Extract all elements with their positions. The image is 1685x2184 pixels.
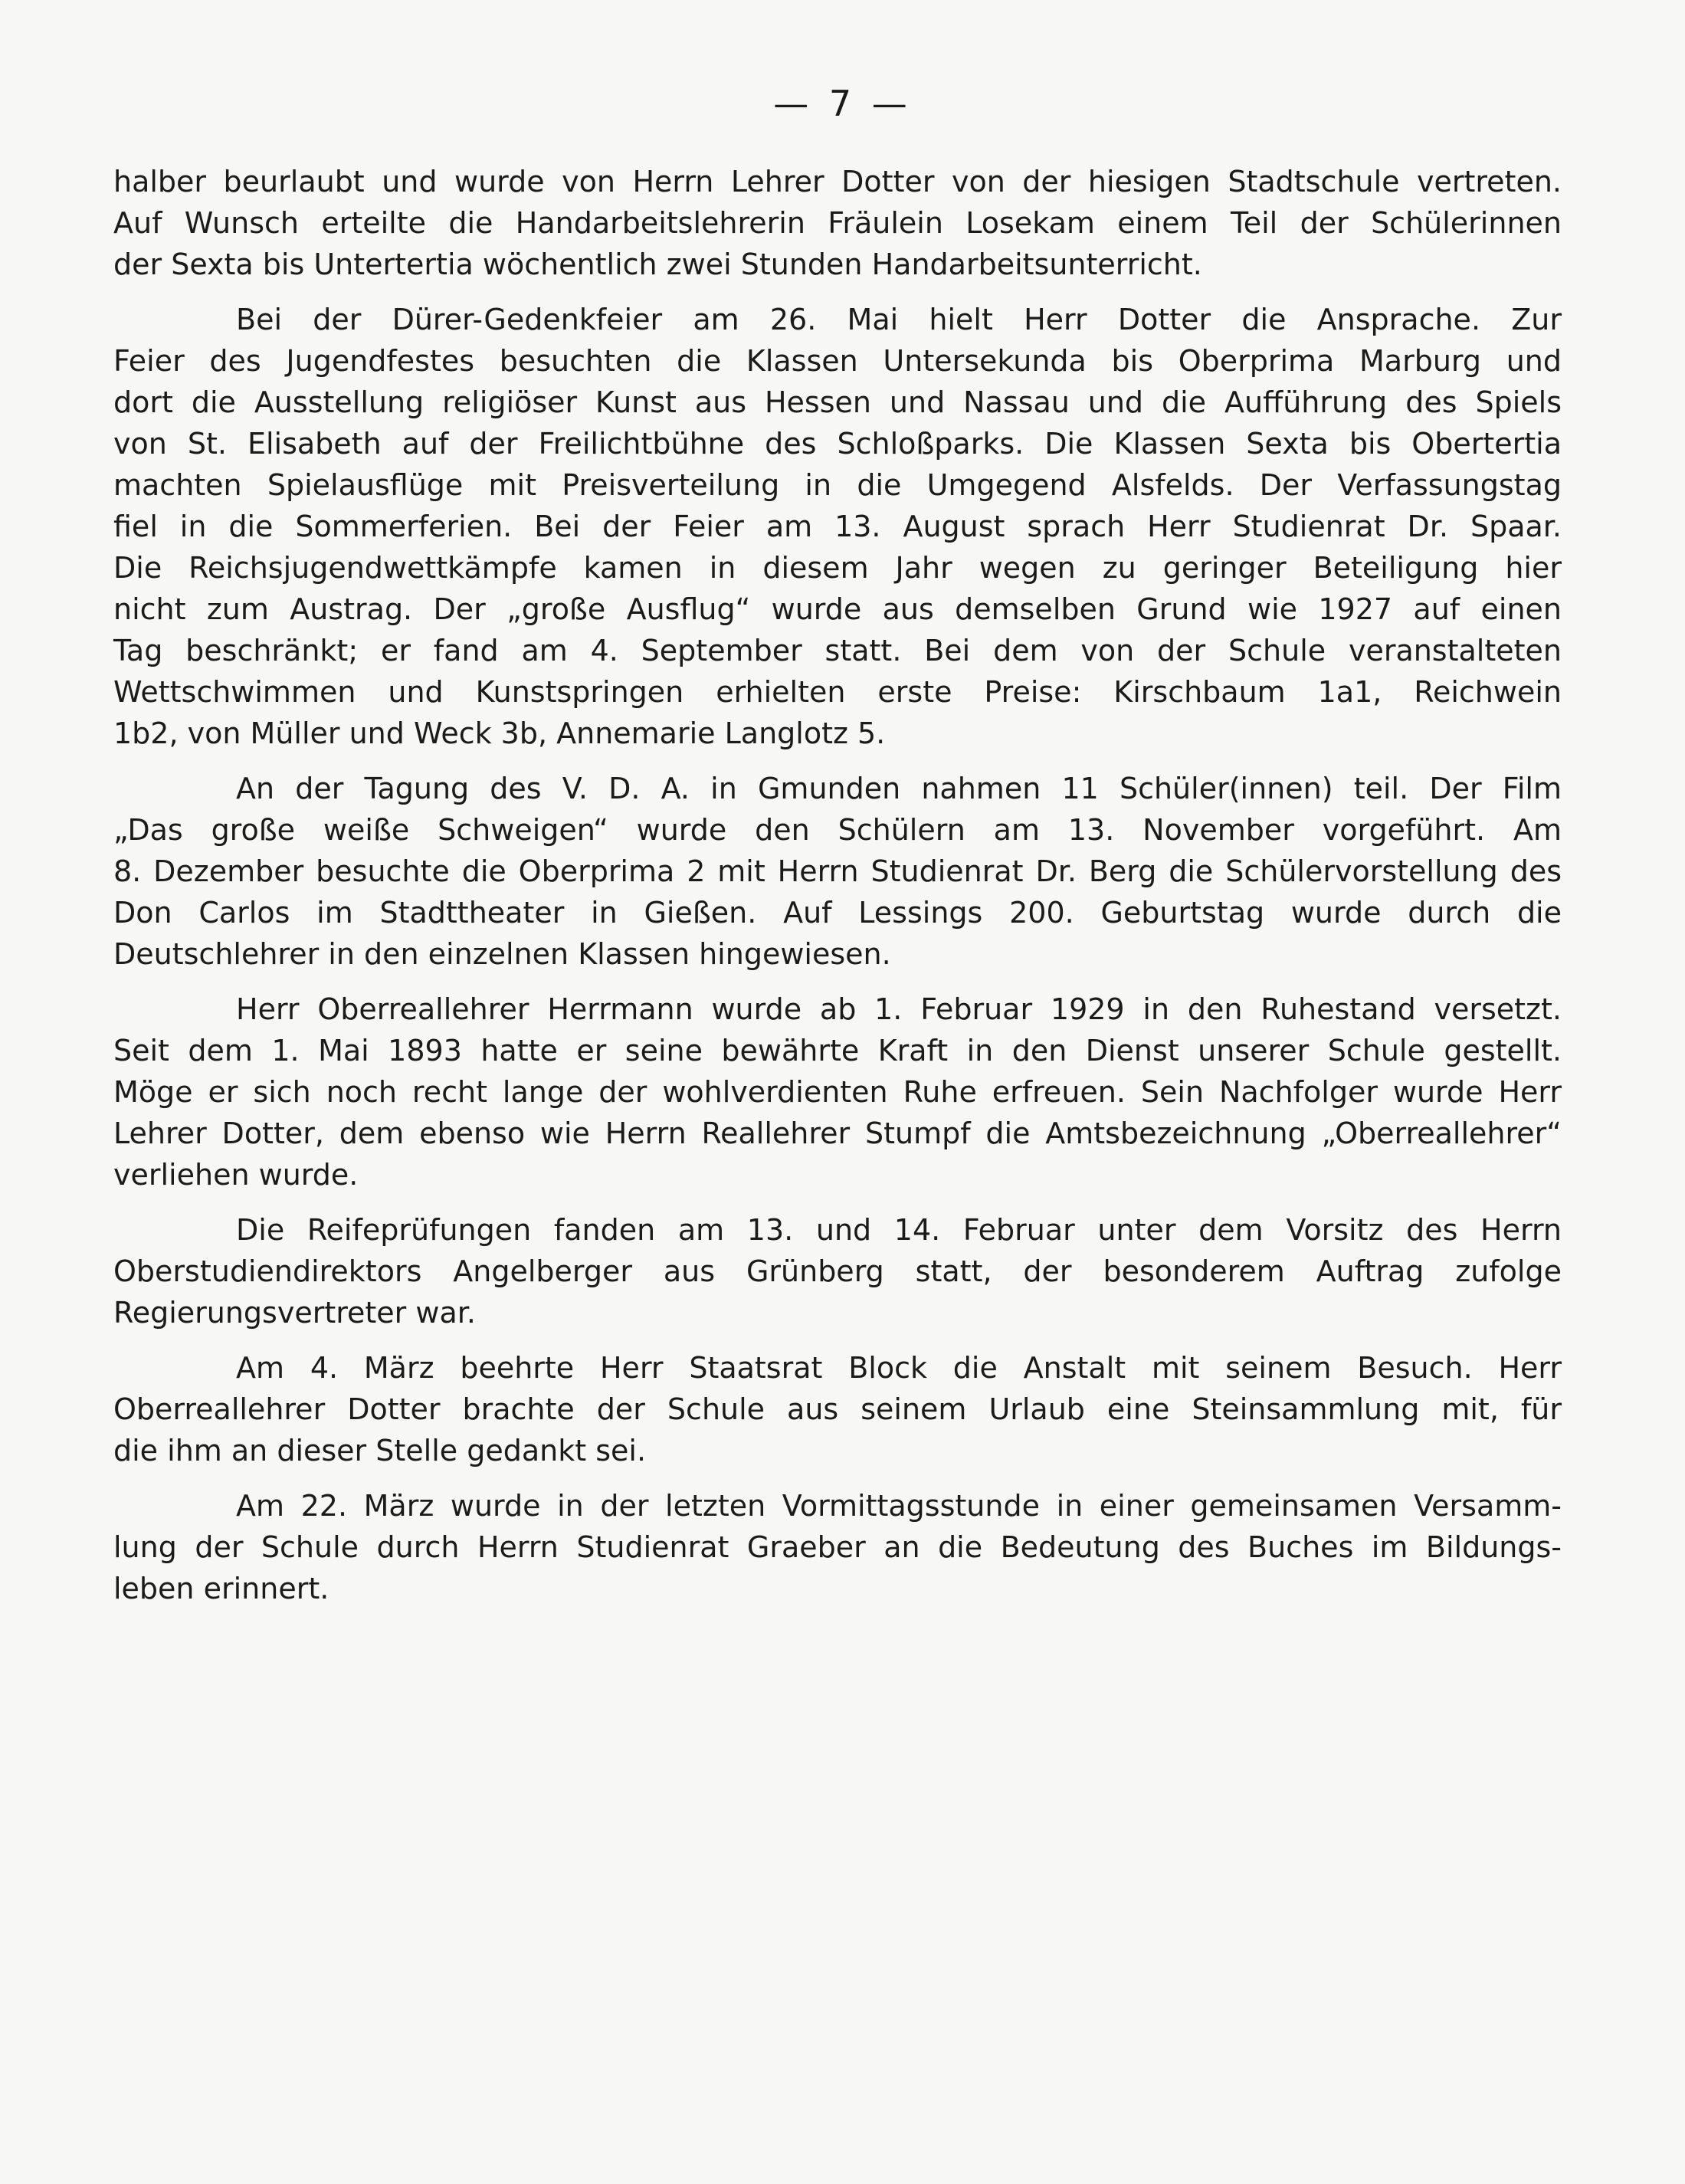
page-number: — 7 — <box>773 83 912 124</box>
text-line: Feier des Jugendfestes besuchten die Klassen Untersekunda bis Oberprima Marburg und <box>113 344 1562 378</box>
text-line: Oberreallehrer Dotter brachte der Schule aus seinem Urlaub eine Steinsammlung mit, für <box>113 1392 1562 1426</box>
text-line: Don Carlos im Stadttheater in Gießen. Auf Lessings 200. Geburtstag wurde durch die <box>113 896 1562 930</box>
text-line: nicht zum Austrag. Der „große Ausflug“ wurde aus demselben Grund wie 1927 auf einen <box>113 592 1562 626</box>
text-line: halber beurlaubt und wurde von Herrn Lehrer Dotter von der hiesigen Stadtschule vertreten. <box>113 165 1562 198</box>
text-line: 8. Dezember besuchte die Oberprima 2 mit Herrn Studienrat Dr. Berg die Schülervorstellung des <box>113 854 1562 888</box>
text-line: von St. Elisabeth auf der Freilichtbühne des Schloßparks. Die Klassen Sexta bis Obertertia <box>113 427 1562 461</box>
paragraph-7 <box>113 1485 1562 1609</box>
text-line: dort die Ausstellung religiöser Kunst aus Hessen und Nassau und die Aufführung des Spiels <box>113 385 1562 419</box>
text-line: Bei der Dürer-Gedenkfeier am 26. Mai hielt Herr Dotter die Ansprache. Zur <box>236 303 1562 336</box>
text-line: Die Reichsjugendwettkämpfe kamen in diesem Jahr wegen zu geringer Beteiligung hier <box>113 551 1562 585</box>
paragraph-1 <box>113 161 1562 285</box>
text-line: lung der Schule durch Herrn Studienrat Graeber an die Bedeutung des Buches im Bildungs- <box>113 1530 1562 1564</box>
text-line: der Sexta bis Untertertia wöchentlich zwei Stunden Handarbeitsunterricht. <box>113 248 1202 281</box>
text-line: Deutschlehrer in den einzelnen Klassen hingewiesen. <box>113 937 891 971</box>
text-line: Auf Wunsch erteilte die Handarbeitslehrerin Fräulein Losekam einem Teil der Schülerinnen <box>113 206 1562 240</box>
text-line: Möge er sich noch recht lange der wohlverdienten Ruhe erfreuen. Sein Nachfolger wurde Herr <box>113 1075 1562 1109</box>
text-line: Die Reifeprüfungen fanden am 13. und 14. Februar unter dem Vorsitz des Herrn <box>236 1213 1562 1247</box>
text-line: 1b2, von Müller und Weck 3b, Annemarie Langlotz 5. <box>113 717 886 750</box>
text-line: Am 22. März wurde in der letzten Vormittagsstunde in einer gemeinsamen Versamm- <box>236 1489 1562 1523</box>
paragraph-6 <box>113 1347 1562 1471</box>
paragraph-5 <box>113 1209 1562 1333</box>
text-line: An der Tagung des V. D. A. in Gmunden nahmen 11 Schüler(innen) teil. Der Film <box>236 772 1562 805</box>
text-line: Oberstudiendirektors Angelberger aus Grünberg statt, der besonderem Auftrag zufolge <box>113 1254 1562 1288</box>
body-text <box>113 161 1562 1623</box>
text-line: Am 4. März beehrte Herr Staatsrat Block die Anstalt mit seinem Besuch. Herr <box>236 1351 1562 1385</box>
text-line: „Das große weiße Schweigen“ wurde den Schülern am 13. November vorgeführt. Am <box>113 813 1562 847</box>
text-line: Herr Oberreallehrer Herrmann wurde ab 1. Februar 1929 in den Ruhestand versetzt. <box>236 992 1562 1026</box>
text-line: Wettschwimmen und Kunstspringen erhielten erste Preise: Kirschbaum 1a1, Reichwein <box>113 675 1562 709</box>
text-line: Lehrer Dotter, dem ebenso wie Herrn Reallehrer Stumpf die Amtsbezeichnung „Oberreallehrer“ <box>113 1117 1562 1150</box>
text-line: Seit dem 1. Mai 1893 hatte er seine bewährte Kraft in den Dienst unserer Schule gestellt. <box>113 1034 1562 1067</box>
text-line: verliehen wurde. <box>113 1158 359 1192</box>
text-line: fiel in die Sommerferien. Bei der Feier am 13. August sprach Herr Studienrat Dr. Spaar. <box>113 510 1562 543</box>
text-line: Regierungsvertreter war. <box>113 1296 476 1330</box>
text-line: leben erinnert. <box>113 1572 329 1605</box>
text-line: machten Spielausflüge mit Preisverteilung in die Umgegend Alsfelds. Der Verfassungstag <box>113 468 1562 502</box>
paragraph-2 <box>113 299 1562 754</box>
paragraph-3 <box>113 768 1562 975</box>
text-line: die ihm an dieser Stelle gedankt sei. <box>113 1434 647 1467</box>
paragraph-4 <box>113 989 1562 1195</box>
text-line: Tag beschränkt; er fand am 4. September statt. Bei dem von der Schule veranstalteten <box>113 634 1562 667</box>
